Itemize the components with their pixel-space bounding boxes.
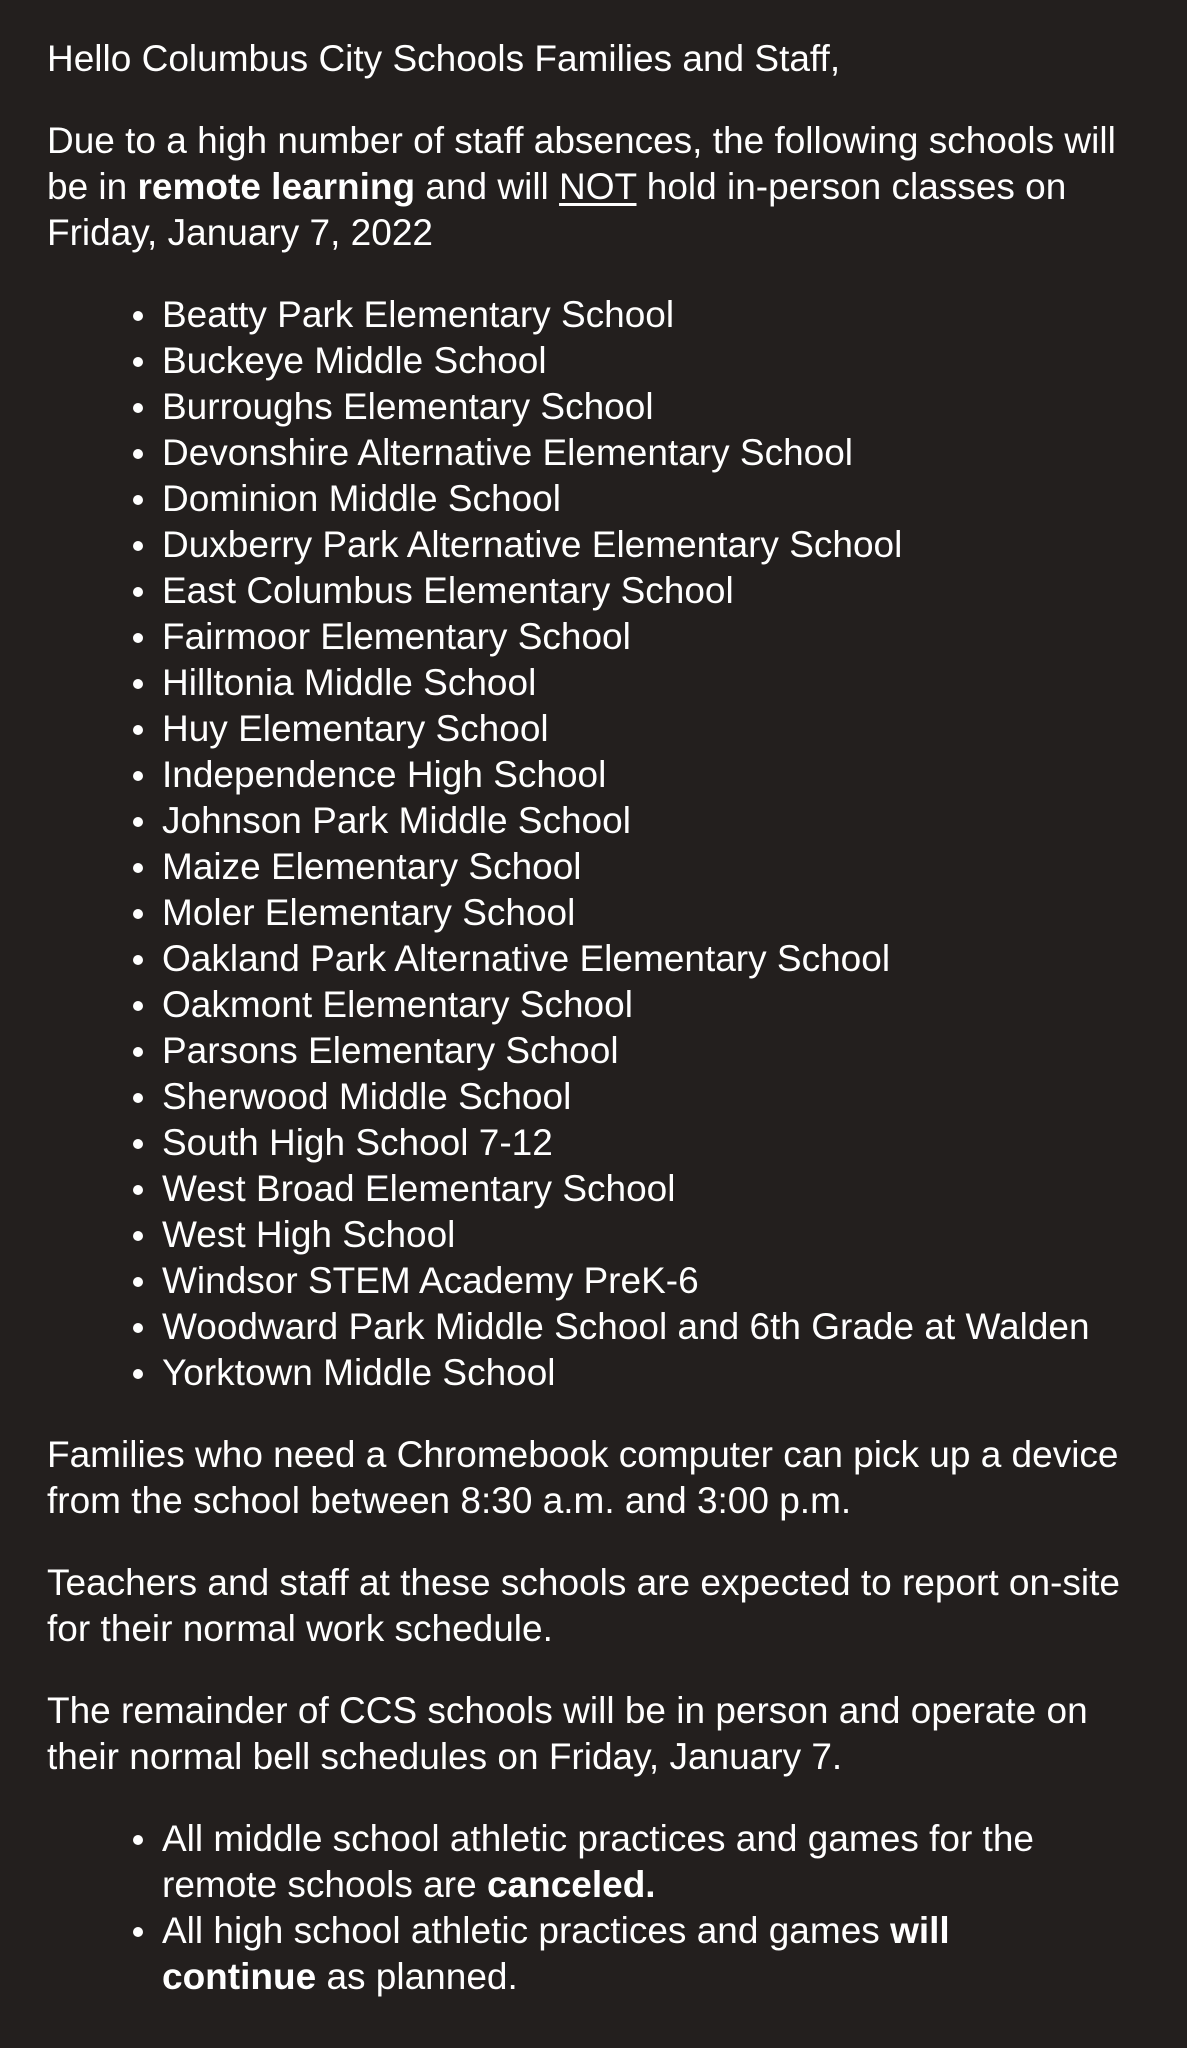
athletics-middle-canceled: canceled.	[486, 1864, 656, 1905]
intro-text-1: Due to a high number of staff absences, the following schools will be in	[47, 120, 1116, 207]
school-list-item: Oakland Park Alternative Elementary School	[47, 936, 1157, 982]
school-list-item: Moler Elementary School	[47, 890, 1157, 936]
athletics-middle-text: All middle school athletic practices and games for the remote schools are	[162, 1818, 1034, 1905]
school-list-item: Duxberry Park Alternative Elementary School	[47, 522, 1157, 568]
school-list-item: East Columbus Elementary School	[47, 568, 1157, 614]
school-list-item: Buckeye Middle School	[47, 338, 1157, 384]
school-list-item: Parsons Elementary School	[47, 1028, 1157, 1074]
school-list-item: Dominion Middle School	[47, 476, 1157, 522]
remainder-paragraph: The remainder of CCS schools will be in person and operate on their normal bell schedules on Friday, January 7.	[47, 1690, 1088, 1777]
school-list-item: West Broad Elementary School	[47, 1166, 1157, 1212]
school-list-item: Huy Elementary School	[47, 706, 1157, 752]
school-list-item: Beatty Park Elementary School	[47, 292, 1157, 338]
athletics-high-continue: will continue	[162, 1910, 950, 1997]
school-list-item: Burroughs Elementary School	[47, 384, 1157, 430]
intro-text-3: hold in-person classes on Friday, January 7, 2022	[47, 166, 1067, 253]
school-list-item: Windsor STEM Academy PreK-6	[47, 1258, 1157, 1304]
school-list-item: Fairmoor Elementary School	[47, 614, 1157, 660]
intro-not: NOT	[559, 166, 637, 207]
school-list-item: Oakmont Elementary School	[47, 982, 1157, 1028]
school-list-item: Independence High School	[47, 752, 1157, 798]
athletics-high-text: All high school athletic practices and games	[162, 1910, 891, 1951]
school-list-item: Woodward Park Middle School and 6th Grade at Walden	[47, 1304, 1157, 1350]
school-list-item: Devonshire Alternative Elementary School	[47, 430, 1157, 476]
athletics-list	[47, 1816, 1157, 2000]
athletics-high-school	[47, 1908, 1157, 2000]
chromebook-paragraph: Families who need a Chromebook computer can pick up a device from the school between 8:30 a.m. and 3:00 p.m.	[47, 1434, 1119, 1521]
school-list-item: Sherwood Middle School	[47, 1074, 1157, 1120]
school-list-item: South High School 7-12	[47, 1120, 1157, 1166]
school-list-item: Hilltonia Middle School	[47, 660, 1157, 706]
school-list-item: West High School	[47, 1212, 1157, 1258]
staff-paragraph: Teachers and staff at these schools are expected to report on-site for their normal work schedule.	[47, 1562, 1120, 1649]
intro-text-2: and will	[415, 166, 560, 207]
school-list-item: Maize Elementary School	[47, 844, 1157, 890]
school-list-item: Yorktown Middle School	[47, 1350, 1157, 1396]
athletics-high-end: as planned.	[316, 1956, 518, 1997]
intro-paragraph	[47, 118, 1157, 256]
school-list-item: Johnson Park Middle School	[47, 798, 1157, 844]
greeting: Hello Columbus City Schools Families and Staff,	[47, 38, 841, 79]
athletics-middle-school	[47, 1816, 1157, 1908]
intro-remote-learning: remote learning	[137, 166, 416, 207]
school-list	[47, 292, 1157, 1396]
